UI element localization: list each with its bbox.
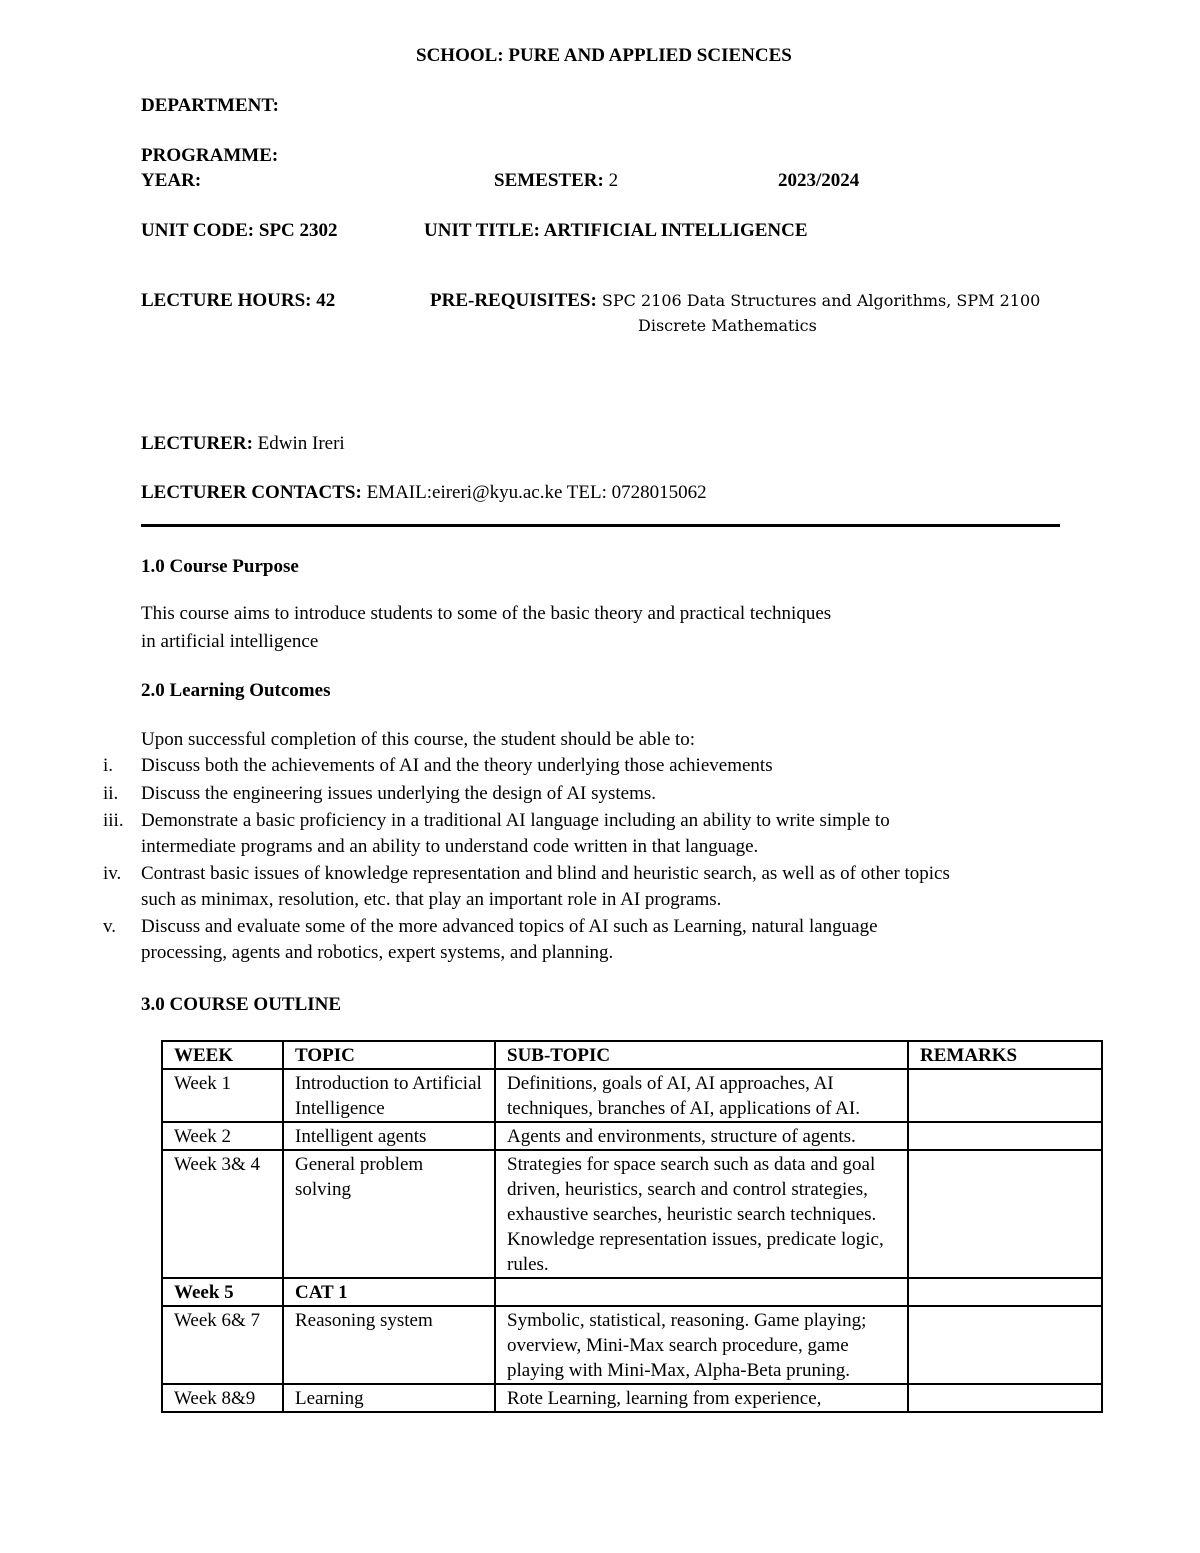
cell-topic: Intelligent agents [283,1122,495,1150]
purpose-line-2: in artificial intelligence [141,631,319,652]
course-outline-table [161,1040,1103,1413]
cell-topic: Reasoning system [283,1306,495,1384]
prerequisites-value-2: Discrete Mathematics [638,316,817,335]
column-header-week: WEEK [162,1041,283,1069]
outcome-number: iv. [103,863,122,884]
header-divider [141,524,1060,527]
lecturer-name: Edwin Ireri [252,433,345,454]
cell-week: Week 5 [162,1278,283,1306]
table-row [162,1122,1102,1150]
outcome-item: Discuss both the achievements of AI and the theory underlying those achievements [141,755,773,776]
outcome-item-continued: intermediate programs and an ability to understand code written in that language. [141,836,759,857]
prerequisites-value-1: SPC 2106 Data Structures and Algorithms, SPM 2100 [596,291,1041,310]
cell-subtopic [495,1278,908,1306]
table-header-row [162,1041,1102,1069]
column-header-remarks: REMARKS [908,1041,1102,1069]
lecturer-contacts [141,482,707,504]
column-header-topic: TOPIC [283,1041,495,1069]
outcome-item: Demonstrate a basic proficiency in a traditional AI language including an ability to write simple to [141,810,890,831]
contacts-label: LECTURER CONTACTS: [141,482,362,503]
lecture-hours: LECTURE HOURS: 42 [141,290,336,311]
academic-year: 2023/2024 [778,170,860,191]
school-title: SCHOOL: PURE AND APPLIED SCIENCES [416,45,792,66]
cell-week: Week 2 [162,1122,283,1150]
table-row [162,1150,1102,1278]
cell-subtopic: Rote Learning, learning from experience, [495,1384,908,1412]
purpose-heading: 1.0 Course Purpose [141,556,299,577]
cell-week: Week 8&9 [162,1384,283,1412]
cell-topic: CAT 1 [283,1278,495,1306]
lecturer [141,433,345,455]
cell-remarks [908,1122,1102,1150]
cell-remarks [908,1150,1102,1278]
cell-week: Week 3& 4 [162,1150,283,1278]
cell-topic: General problem solving [283,1150,495,1278]
cell-subtopic: Symbolic, statistical, reasoning. Game playing; overview, Mini-Max search procedure, game playing with Mini-Max, Alpha-Beta pruning. [495,1306,908,1384]
cell-remarks [908,1384,1102,1412]
outline-heading: 3.0 COURSE OUTLINE [141,994,342,1015]
semester-label: SEMESTER: [494,170,604,191]
prerequisites-label: PRE-REQUISITES: [430,290,597,311]
department-label: DEPARTMENT: [141,95,279,116]
column-header-subtopic: SUB-TOPIC [495,1041,908,1069]
outcome-item-continued: processing, agents and robotics, expert systems, and planning. [141,942,614,963]
cell-topic: Learning [283,1384,495,1412]
cell-subtopic: Agents and environments, structure of agents. [495,1122,908,1150]
cell-remarks [908,1306,1102,1384]
unit-title: UNIT TITLE: ARTIFICIAL INTELLIGENCE [424,220,808,241]
year-label: YEAR: [141,170,202,191]
contacts-value: EMAIL:eireri@kyu.ac.ke TEL: 0728015062 [361,482,707,503]
outcome-number: i. [103,755,114,776]
semester-value: 2 [603,170,619,191]
outcomes-heading: 2.0 Learning Outcomes [141,680,331,701]
cell-subtopic: Definitions, goals of AI, AI approaches, AI techniques, branches of AI, applications of AI. [495,1069,908,1122]
cell-subtopic: Strategies for space search such as data and goal driven, heuristics, search and control strategies, exhaustive searches, heuristic search techniques. Knowledge representation issues, predicate logic, rules. [495,1150,908,1278]
lecturer-label: LECTURER: [141,433,253,454]
semester-field [494,170,618,192]
outcome-item: Discuss and evaluate some of the more advanced topics of AI such as Learning, natural language [141,916,878,937]
table-row [162,1278,1102,1306]
cell-week: Week 1 [162,1069,283,1122]
outcome-number: ii. [103,783,119,804]
outcome-item: Discuss the engineering issues underlying the design of AI systems. [141,783,657,804]
cell-remarks [908,1278,1102,1306]
unit-code: UNIT CODE: SPC 2302 [141,220,338,241]
outcome-item: Contrast basic issues of knowledge representation and blind and heuristic search, as well as of other topics [141,863,950,884]
table-row [162,1069,1102,1122]
cell-remarks [908,1069,1102,1122]
programme-label: PROGRAMME: [141,145,279,166]
cell-topic: Introduction to Artificial Intelligence [283,1069,495,1122]
outcome-number: iii. [103,810,124,831]
prerequisites [430,290,1040,312]
purpose-line-1: This course aims to introduce students to some of the basic theory and practical techniques [141,603,832,624]
outcomes-intro: Upon successful completion of this course, the student should be able to: [141,729,696,750]
table-row [162,1306,1102,1384]
cell-week: Week 6& 7 [162,1306,283,1384]
outcome-item-continued: such as minimax, resolution, etc. that play an important role in AI programs. [141,889,722,910]
table-row [162,1384,1102,1412]
outcome-number: v. [103,916,117,937]
